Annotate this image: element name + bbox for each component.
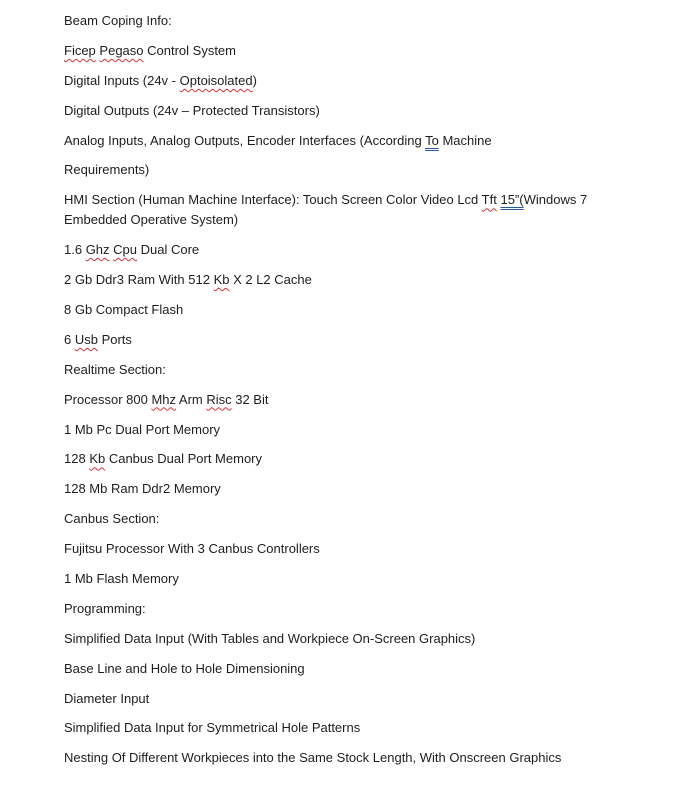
grammar-flag: To xyxy=(425,132,439,148)
document-line xyxy=(64,131,624,151)
text-run: Analog Inputs, Analog Outputs, Encoder Interfaces (According xyxy=(64,132,426,148)
grammar-flag: 15”( xyxy=(500,192,524,208)
text-run: 128 Mb Ram Ddr2 Memory xyxy=(64,481,221,497)
text-run: X 2 L2 Cache xyxy=(229,272,312,288)
document-line xyxy=(64,360,624,380)
document-line xyxy=(64,569,624,589)
text-run: Programming: xyxy=(64,600,146,616)
misspelled-word: Pegaso xyxy=(99,42,144,58)
misspelled-word: Kb xyxy=(213,272,230,288)
document-line xyxy=(64,390,624,410)
text-run: 8 Gb Compact Flash xyxy=(64,302,184,318)
text-run: Diameter Input xyxy=(64,690,150,706)
text-run: Machine xyxy=(438,132,492,148)
document-line xyxy=(64,71,624,91)
text-run: Beam Coping Info: xyxy=(64,13,172,28)
document-line xyxy=(64,509,624,529)
text-run: Digital Inputs (24v - xyxy=(64,72,180,88)
misspelled-word: Usb xyxy=(74,331,98,347)
text-run: 32 Bit xyxy=(231,391,269,407)
misspelled-word: Cpu xyxy=(113,242,138,258)
text-run: 128 xyxy=(64,451,90,467)
text-run: Canbus Dual Port Memory xyxy=(105,451,262,467)
text-run: Simplified Data Input (With Tables and Workpiece On-Screen Graphics) xyxy=(64,630,476,646)
text-run: ) xyxy=(252,72,257,88)
document-line xyxy=(64,11,624,31)
text-run: Requirements) xyxy=(64,162,150,178)
text-run: Windows 7 Embedded Operative System) xyxy=(64,192,588,228)
document-line xyxy=(64,539,624,559)
text-run: HMI Section (Human Machine Interface): Touch Screen Color Video Lcd xyxy=(64,192,482,208)
document-line xyxy=(64,449,624,469)
text-run: Dual Core xyxy=(137,242,200,258)
document-line xyxy=(64,41,624,61)
document-line xyxy=(64,659,624,679)
text-run: Fujitsu Processor With 3 Canbus Controllers xyxy=(64,541,320,557)
text-run: 2 Gb Ddr3 Ram With 512 xyxy=(64,272,214,288)
document-line xyxy=(64,599,624,619)
document-line xyxy=(64,629,624,649)
text-run: 1.6 xyxy=(64,242,86,258)
document-line xyxy=(64,101,624,121)
text-run: Control System xyxy=(143,42,236,58)
text-run: Processor 800 xyxy=(64,391,152,407)
document-line xyxy=(64,190,624,230)
text-run: Arm xyxy=(176,391,207,407)
text-run: 6 xyxy=(64,331,75,347)
misspelled-word: Mhz xyxy=(151,391,176,407)
text-run: Base Line and Hole to Hole Dimensioning xyxy=(64,660,305,676)
document-line xyxy=(64,479,624,499)
misspelled-word: Risc xyxy=(206,391,232,407)
document-line xyxy=(64,748,624,768)
misspelled-word: Optoisolated xyxy=(179,72,253,88)
document-line xyxy=(64,420,624,440)
document-line xyxy=(64,270,624,290)
text-run: Nesting Of Different Workpieces into the Same Stock Length, With Onscreen Graphics xyxy=(64,750,562,766)
document-line xyxy=(64,160,624,180)
document-line xyxy=(64,718,624,738)
document-line xyxy=(64,240,624,260)
text-run: 1 Mb Pc Dual Port Memory xyxy=(64,421,221,437)
document-line xyxy=(64,689,624,709)
text-run: Realtime Section: xyxy=(64,361,166,377)
misspelled-word: Kb xyxy=(89,451,106,467)
text-run: Canbus Section: xyxy=(64,511,160,527)
misspelled-word: Tft xyxy=(481,192,497,208)
misspelled-word: Ficep xyxy=(64,42,96,58)
misspelled-word: Ghz xyxy=(85,242,110,258)
text-run: Ports xyxy=(97,331,132,347)
text-run: 1 Mb Flash Memory xyxy=(64,571,179,587)
document-body xyxy=(64,11,624,778)
text-run: Digital Outputs (24v – Protected Transistors) xyxy=(64,102,320,118)
text-run: Simplified Data Input for Symmetrical Hole Patterns xyxy=(64,720,361,736)
document-line xyxy=(64,300,624,320)
document-line xyxy=(64,330,624,350)
